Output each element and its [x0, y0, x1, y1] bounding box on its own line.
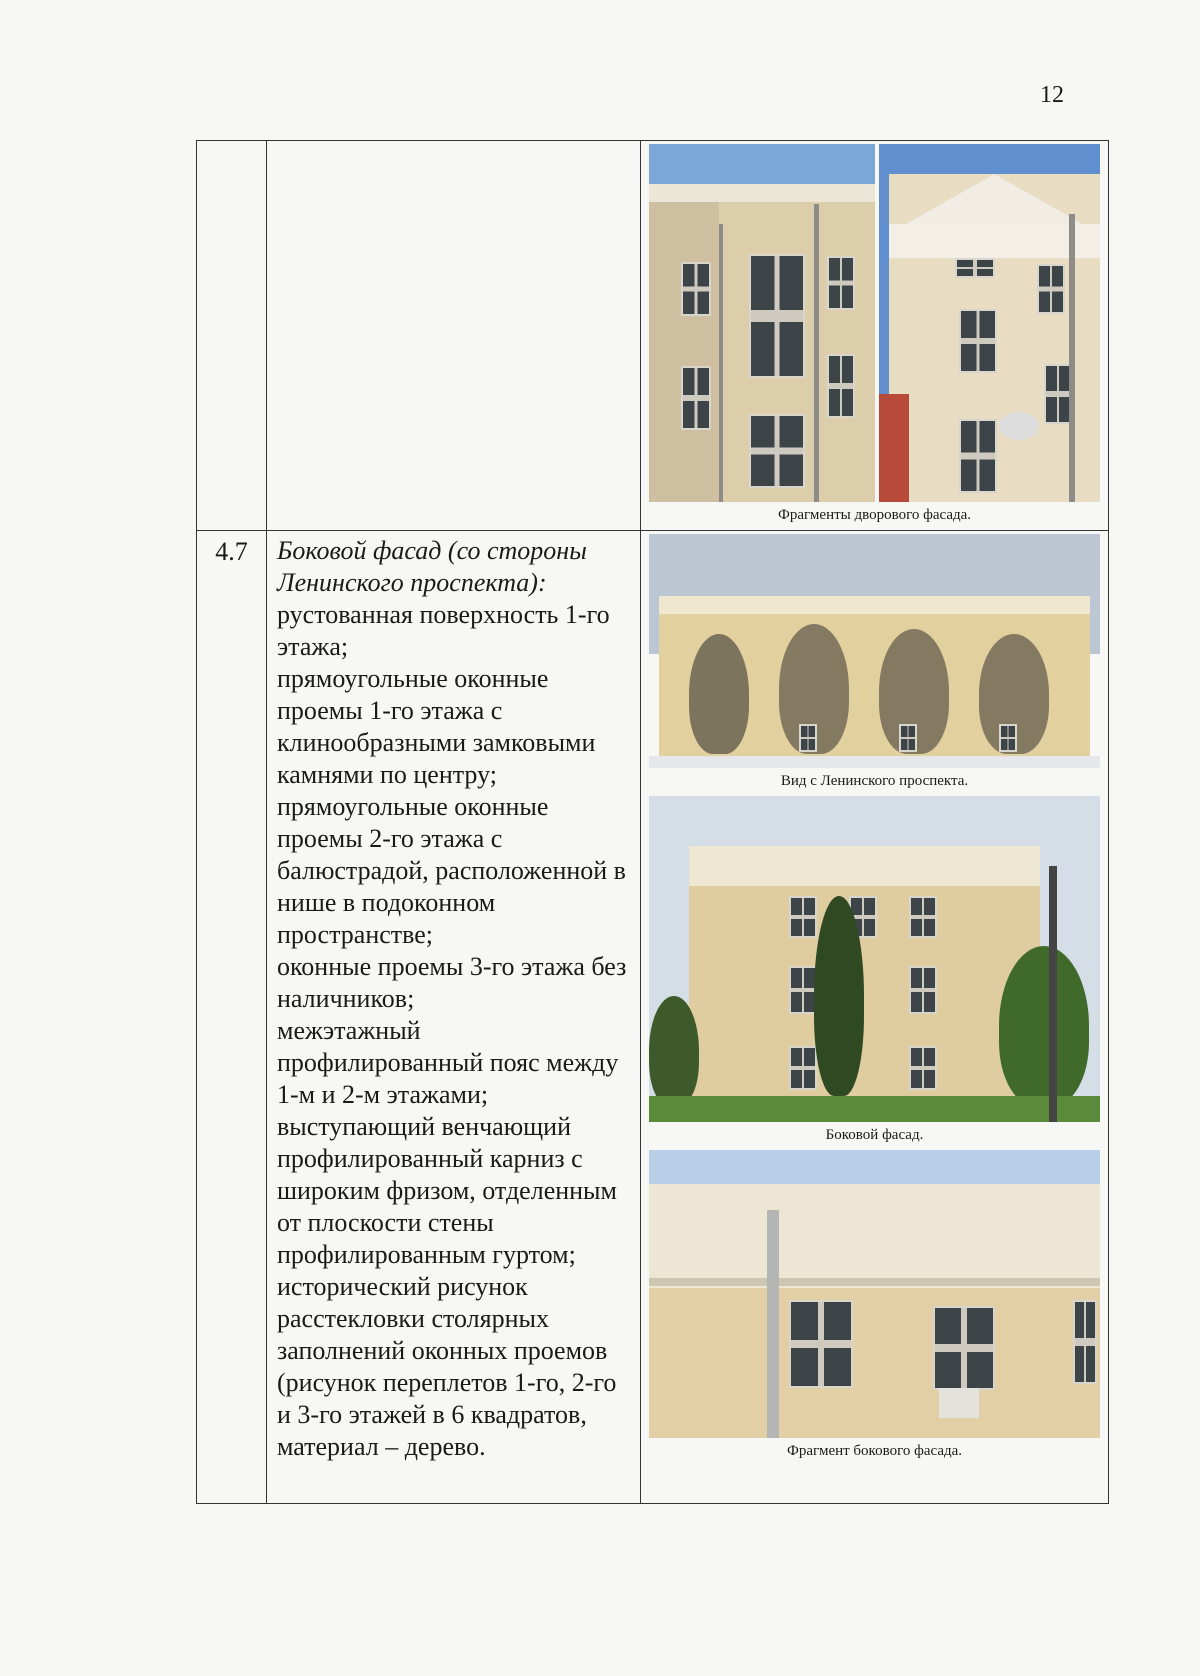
courtyard-photos-cell — [641, 141, 1109, 531]
courtyard-facade-photo-1 — [649, 144, 875, 502]
page-number: 12 — [1040, 82, 1064, 108]
photo-caption: Вид с Ленинского проспекта. — [780, 773, 969, 789]
courtyard-facade-photo-2 — [879, 144, 1101, 502]
side-facade-photos-cell — [641, 531, 1109, 1504]
feature-item: материал – дерево. — [277, 1432, 486, 1461]
feature-item: рустованная поверхность 1-го этажа; — [277, 600, 610, 661]
leninsky-prospekt-view-photo — [649, 534, 1100, 768]
photo-caption: Фрагмент бокового фасада. — [786, 1443, 963, 1459]
photo-caption: Фрагменты дворового фасада. — [777, 507, 972, 523]
feature-item: исторический рисунок расстекловки столярных заполнений оконных проемов (рисунок переплетов 1-го, 2-го и 3-го этажей в 6 квадратов, — [277, 1272, 617, 1429]
row-number-cell — [197, 141, 267, 531]
table-row — [197, 531, 1109, 1504]
row-description-cell — [267, 531, 641, 1504]
feature-item: межэтажный профилированный пояс между 1-м и 2-м этажами; — [277, 1016, 619, 1109]
feature-item: прямоугольные оконные проемы 1-го этажа с клинообразными замковыми камнями по центру; — [277, 664, 596, 789]
monument-features-table — [196, 140, 1109, 1504]
photo-caption: Боковой фасад. — [825, 1127, 924, 1143]
side-facade-photo — [649, 796, 1100, 1122]
side-facade-fragment-photo — [649, 1150, 1100, 1438]
table-row — [197, 141, 1109, 531]
feature-item: выступающий венчающий профилированный карниз с широким фризом, отделенным от плоскости стены профилированным гуртом; — [277, 1112, 617, 1269]
row-title: Боковой фасад (со стороны Ленинского проспекта): — [277, 536, 587, 597]
row-number-cell: 4.7 — [197, 531, 267, 1504]
feature-item: оконные проемы 3-го этажа без наличников; — [277, 952, 627, 1013]
feature-item: прямоугольные оконные проемы 2-го этажа с балюстрадой, расположенной в нише в подоконном пространстве; — [277, 792, 626, 949]
row-description-cell — [267, 141, 641, 531]
